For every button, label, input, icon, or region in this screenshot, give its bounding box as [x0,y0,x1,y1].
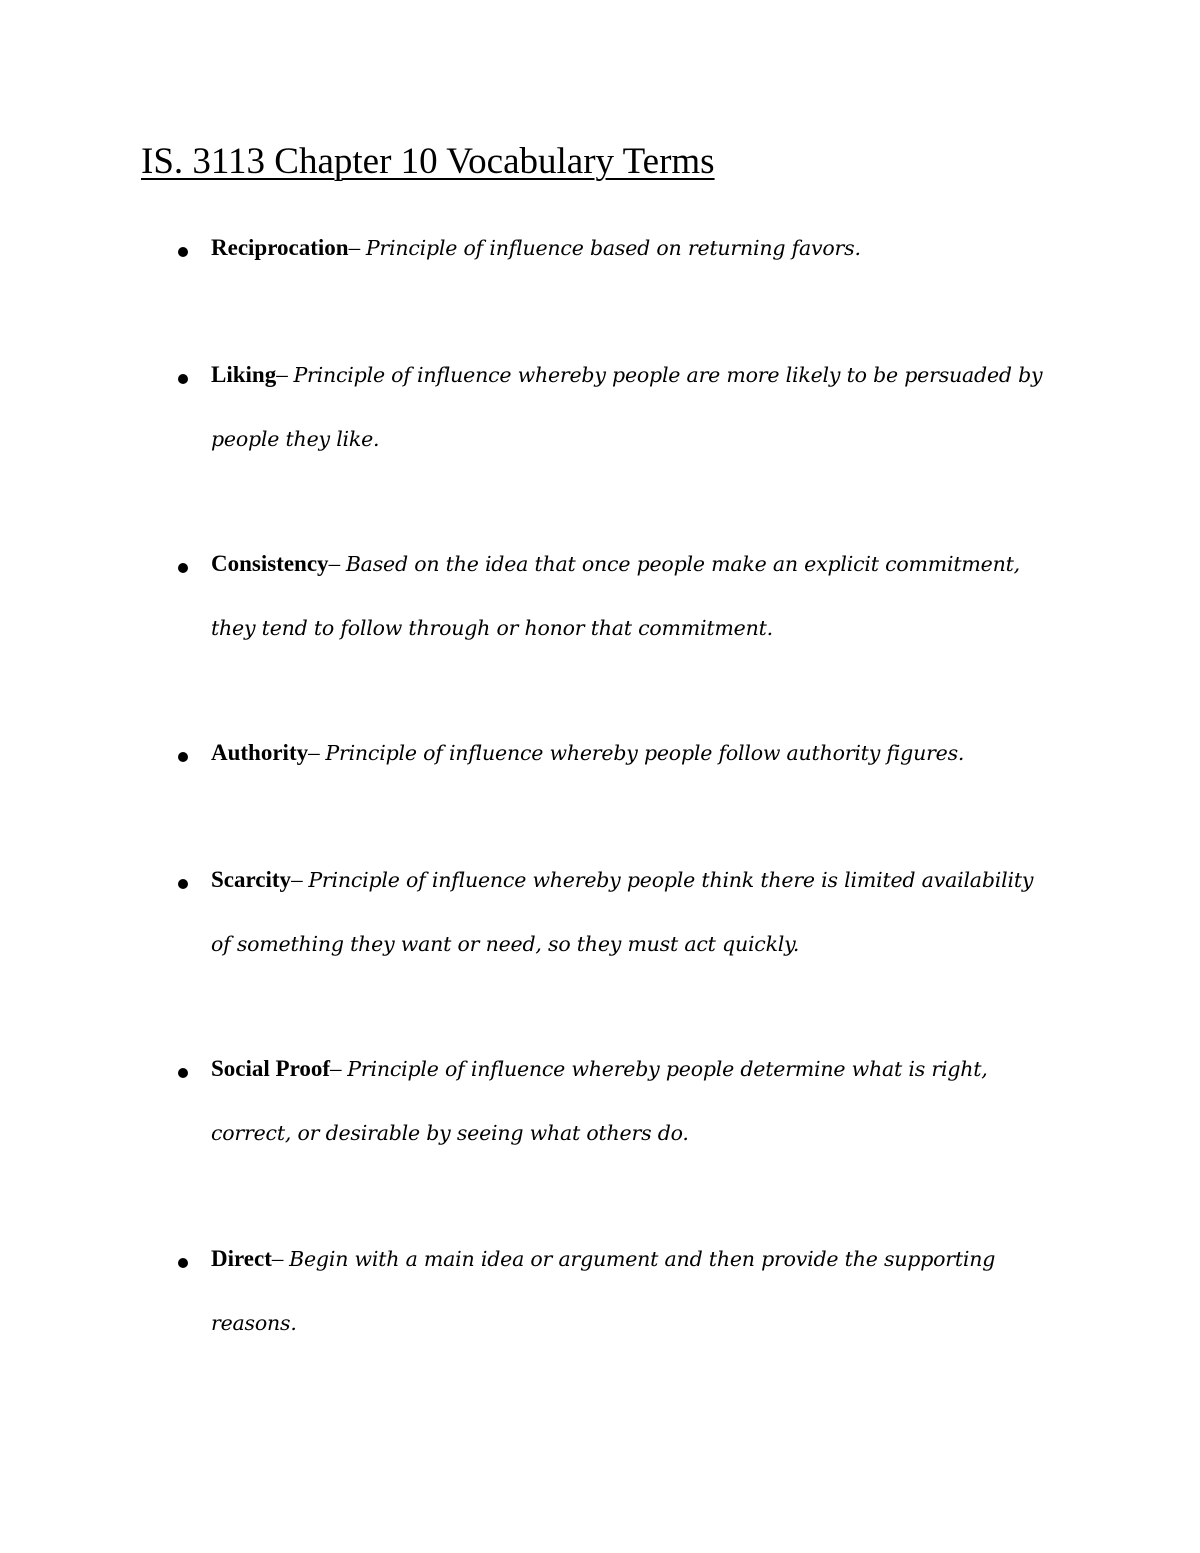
term-definition: Principle of influence whereby people are more likely to be persuaded by people they like. [211,363,1043,451]
term-name: Liking [211,362,277,387]
term-definition: Principle of influence whereby people determine what is right, correct, or desirable by seeing what others do. [211,1057,988,1145]
term-definition: Principle of influence whereby people follow authority figures. [325,741,965,765]
term-entry [211,1037,1051,1165]
bullet-icon [178,1068,188,1078]
term-entry [211,216,1051,280]
term-name: Direct [211,1246,272,1271]
term-definition: Based on the idea that once people make an explicit commitment, they tend to follow through or honor that commitment. [211,552,1020,640]
bullet-icon [178,879,188,889]
term-entry [211,532,1051,660]
bullet-icon [178,247,188,257]
term-separator: – [276,362,294,387]
term-separator: – [330,1056,348,1081]
term-definition: Begin with a main idea or argument and then provide the supporting reasons. [211,1247,996,1335]
term-separator: – [328,551,346,576]
term-name: Authority [211,740,309,765]
term-entry [211,848,1051,976]
term-name: Consistency [211,551,329,576]
term-entry [211,721,1071,785]
term-name: Scarcity [211,867,292,892]
term-separator: – [348,235,366,260]
document-title: IS. 3113 Chapter 10 Vocabulary Terms [141,141,715,182]
term-separator: – [271,1246,290,1271]
bullet-icon [178,1258,188,1268]
term-name: Social Proof [211,1056,331,1081]
bullet-icon [178,563,188,573]
term-definition: Principle of influence based on returning favors. [365,236,861,260]
term-entry [211,1227,1051,1355]
term-separator: – [308,740,326,765]
bullet-icon [178,752,188,762]
term-name: Reciprocation [211,235,349,260]
term-separator: – [291,867,309,892]
term-entry [211,343,1051,471]
term-definition: Principle of influence whereby people think there is limited availability of something they want or need, so they must act quickly. [211,868,1034,956]
bullet-icon [178,374,188,384]
